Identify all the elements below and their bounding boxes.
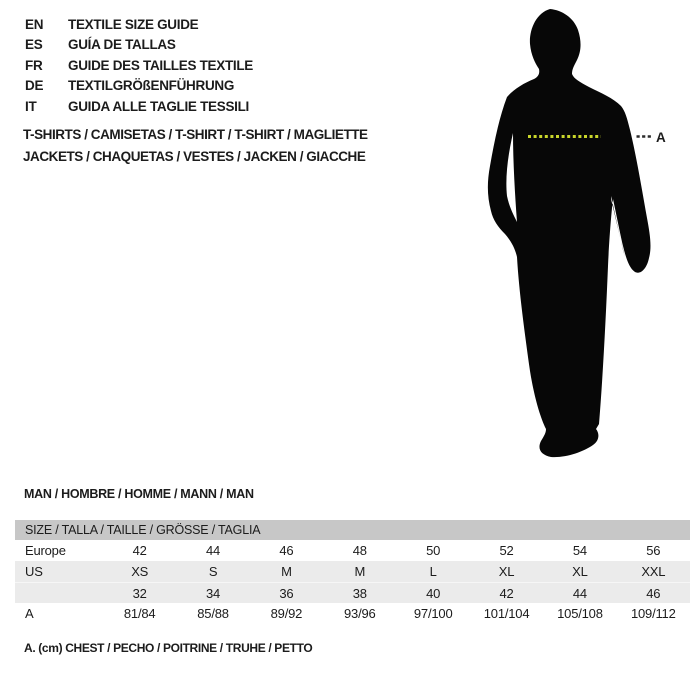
table-cell: 48 <box>352 543 367 558</box>
chest-measure-label: A <box>656 130 666 145</box>
table-cell: 101/104 <box>483 606 530 621</box>
table-cell: 56 <box>646 543 661 558</box>
row-label <box>15 583 103 603</box>
table-cell: 32 <box>132 586 147 601</box>
language-row-de <box>25 76 253 97</box>
table-cell: XS <box>131 564 149 579</box>
table-cell: 46 <box>279 543 294 558</box>
language-title: GUÍA DE TALLAS <box>68 37 176 53</box>
language-list <box>25 14 253 117</box>
table-row-europe <box>15 540 690 561</box>
table-cell: 44 <box>572 586 587 601</box>
language-title: GUIDA ALLE TAGLIE TESSILI <box>68 98 249 114</box>
table-cell: XXL <box>641 564 666 579</box>
table-cell: 81/84 <box>123 606 156 621</box>
table-cell: 46 <box>646 586 661 601</box>
table-cell: 109/112 <box>630 606 676 621</box>
row-label: A <box>25 606 34 621</box>
language-code: FR <box>25 57 43 73</box>
table-cell: 38 <box>352 586 367 601</box>
table-cell: XL <box>498 564 515 579</box>
table-cell: 89/92 <box>270 606 303 621</box>
table-cell: 105/108 <box>557 606 603 621</box>
product-line-tshirts: T-SHIRTS / CAMISETAS / T-SHIRT / T-SHIRT / MAGLIETTE <box>23 127 368 142</box>
table-cell: 97/100 <box>413 606 453 621</box>
table-cell: L <box>429 564 437 579</box>
table-cell: 34 <box>206 586 221 601</box>
table-cell: M <box>281 564 292 579</box>
table-cell: M <box>354 564 366 579</box>
language-row-fr <box>25 55 253 76</box>
table-cell: 85/88 <box>197 606 229 621</box>
man-silhouette <box>480 0 700 470</box>
language-row-es <box>25 35 253 56</box>
language-title: GUIDE DES TAILLES TEXTILE <box>68 57 254 73</box>
table-row-numeric <box>15 582 690 603</box>
row-label: US <box>25 564 43 579</box>
measurement-footnote: A. (cm) CHEST / PECHO / POITRINE / TRUHE / PETTO <box>24 641 313 655</box>
table-row-chest <box>15 603 690 624</box>
language-code: EN <box>25 16 44 32</box>
size-table <box>15 520 690 624</box>
silhouette-shape <box>488 9 651 457</box>
table-cell: 52 <box>499 543 514 558</box>
table-cell: 50 <box>426 543 441 558</box>
table-cell: 40 <box>426 586 441 601</box>
table-cell: 42 <box>499 586 514 601</box>
gender-section-title: MAN / HOMBRE / HOMME / MANN / MAN <box>24 487 254 501</box>
product-line-jackets: JACKETS / CHAQUETAS / VESTES / JACKEN / GIACCHE <box>23 149 366 164</box>
language-code: ES <box>25 37 43 53</box>
language-row-en <box>25 14 253 35</box>
table-cell: 36 <box>279 586 294 601</box>
size-table-header: SIZE / TALLA / TAILLE / GRÖSSE / TAGLIA <box>15 520 690 540</box>
row-label: Europe <box>25 543 66 558</box>
table-cell: 54 <box>572 543 587 558</box>
table-cell: S <box>208 564 218 579</box>
language-row-it <box>25 96 253 117</box>
language-title: TEXTILGRÖßENFÜHRUNG <box>68 78 235 94</box>
language-code: IT <box>25 98 37 114</box>
table-cell: 93/96 <box>344 606 376 621</box>
table-cell: XL <box>572 564 588 579</box>
table-cell: 44 <box>206 543 221 558</box>
table-cell: 42 <box>132 543 147 558</box>
language-title: TEXTILE SIZE GUIDE <box>68 16 199 32</box>
language-code: DE <box>25 78 44 94</box>
table-row-us <box>15 561 690 582</box>
product-categories <box>23 124 368 168</box>
